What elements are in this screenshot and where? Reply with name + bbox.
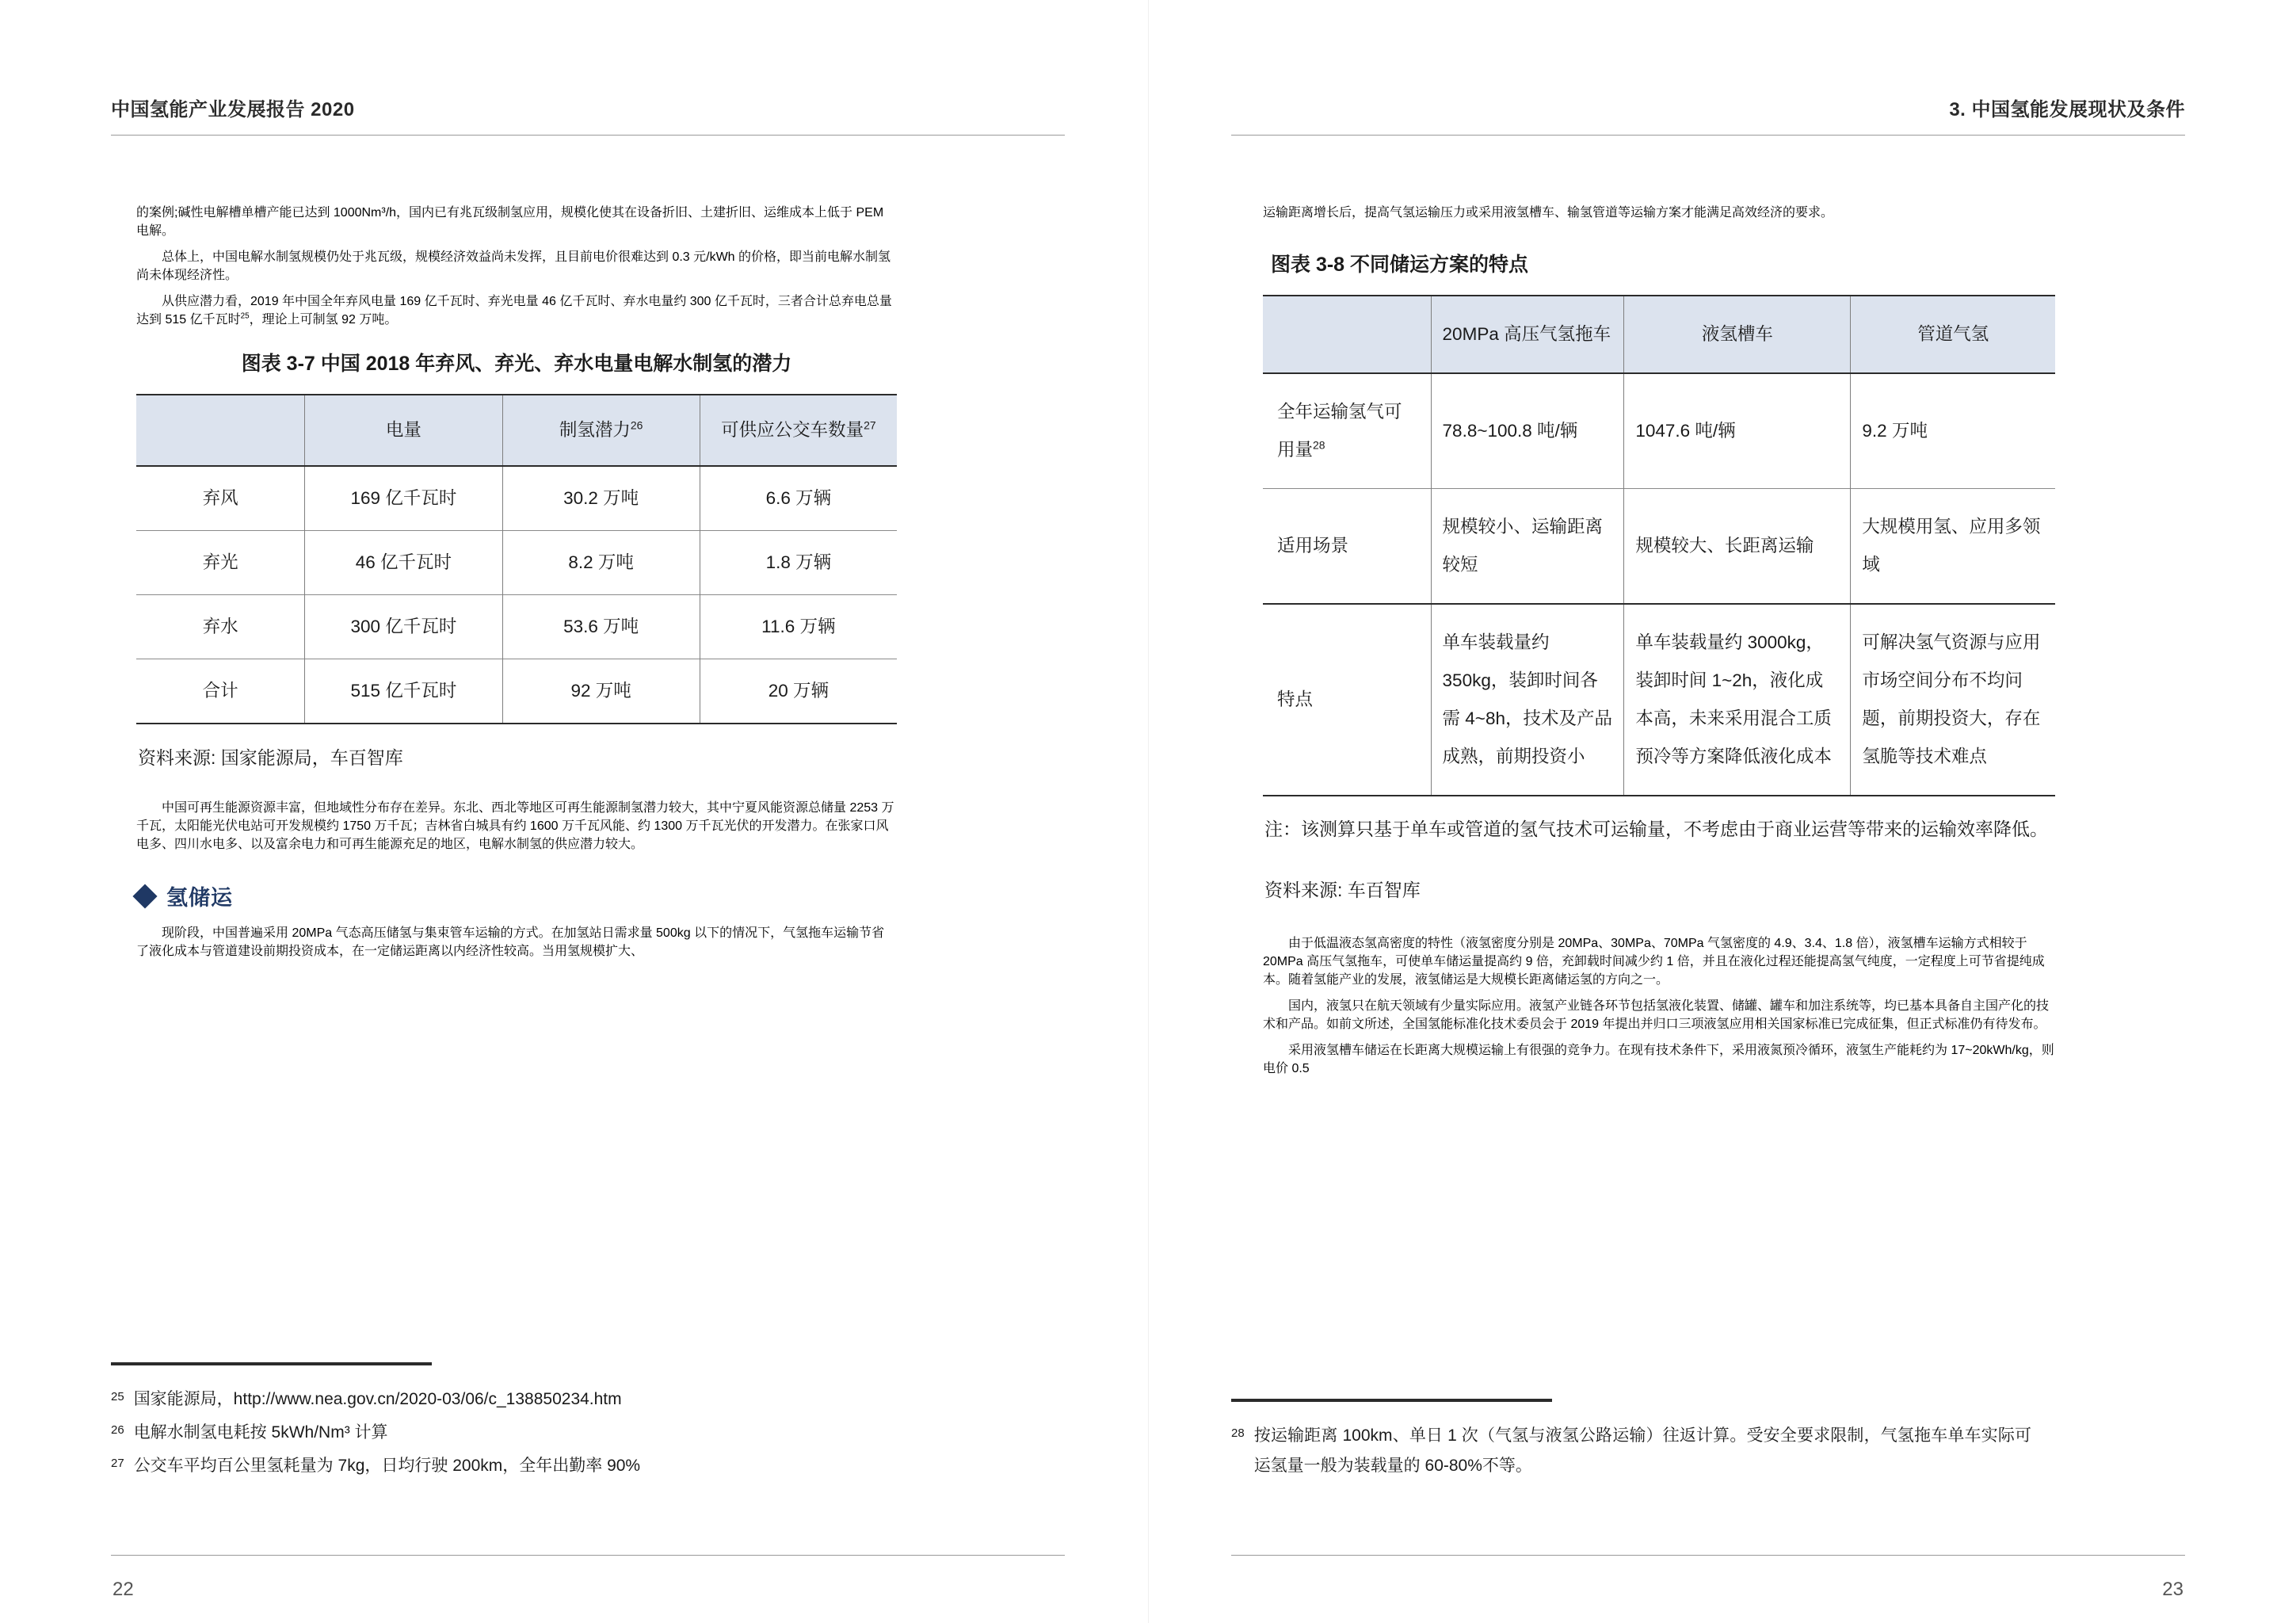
footnote-item <box>111 1418 891 1448</box>
table-3-8-col-3 <box>1851 296 2055 373</box>
table-row-label: 适用场景 <box>1263 489 1431 605</box>
table-cell: 9.2 万吨 <box>1851 373 2055 489</box>
running-head-right: 3. 中国氢能发展现状及条件 <box>1949 99 2185 120</box>
paragraph-right-2: 由于低温液态氢高密度的特性（液氢密度分别是 20MPa、30MPa、70MPa 气氢密度的 4.9、3.4、1.8 倍），液氢槽车运输方式相较于 20MPa 高压气氢拖车，可使单车储运量提高约 9 倍，充卸载时间减少约 1 倍，并且在液化过程还能提高氢气纯度，一定程度上可节省提纯成本。随着氢能产业的发展，液氢储运是大规模长距离储运氢的方向之一。 <box>1263 937 2045 987</box>
table-cell: 8.2 万吨 <box>502 531 700 595</box>
footnote-item <box>111 1384 891 1415</box>
paragraph-right-3: 国内，液氢只在航天领域有少量实际应用。液氢产业链各环节包括氢液化装置、储罐、罐车和加注系统等，均已基本具备自主国产化的技术和产品。如前文所述，全国氢能标准化技术委员会于 2019 年提出并归口三项液氢应用相关国家标准已完成征集，但正式标准仍有待发布。 <box>1263 999 2050 1031</box>
page-number-right: 23 <box>2162 1579 2183 1600</box>
table-cell: 弃水 <box>136 595 305 659</box>
table-cell: 1.8 万辆 <box>700 531 897 595</box>
table-3-8-header-row <box>1263 296 2055 373</box>
table-3-7-source: 资料来源: 国家能源局，车百智库 <box>138 747 403 768</box>
table-cell: 11.6 万辆 <box>700 595 897 659</box>
table-cell: 20 万辆 <box>700 659 897 724</box>
table-cell: 6.6 万辆 <box>700 466 897 531</box>
paragraph-left-3-a: 从供应潜力看，2019 年中国全年弃风电量 169 亿千瓦时、弃光电量 46 亿千瓦时、弃水电量约 300 亿千瓦时，三者合计总弃电总量达到 515 亿千瓦时 <box>136 295 892 327</box>
right-text-column <box>1263 202 2055 1084</box>
table-3-8-col-1-label: 20MPa 高压气氢拖车 <box>1442 324 1611 344</box>
footer-rule-right <box>1231 1555 2185 1556</box>
table-3-7-col-1 <box>305 395 502 466</box>
paragraph-left-3 <box>136 291 897 327</box>
footnote-number: 25 <box>111 1390 124 1403</box>
table-3-7-col-1-label: 电量 <box>385 420 421 440</box>
table-cell: 单车装载量约 3000kg，装卸时间 1~2h，液化成本高，未来采用混合工质预冷等方案降低液化成本 <box>1624 604 1851 796</box>
table-3-8-source: 资料来源: 车百智库 <box>1264 880 1421 900</box>
footnote-item <box>1231 1421 2031 1481</box>
paragraph-right-4: 采用液氢槽车储运在长距离大规模运输上有很强的竞争力。在现有技术条件下，采用液氮预冷循环，液氢生产能耗约为 17~20kWh/kg，则电价 0.5 <box>1263 1044 2054 1075</box>
table-cell: 46 亿千瓦时 <box>305 531 502 595</box>
table-cell: 可解决氢气资源与应用市场空间分布不均问题，前期投资大，存在氢脆等技术难点 <box>1851 604 2055 796</box>
table-cell: 弃风 <box>202 488 238 508</box>
footnote-ref-26: 26 <box>630 418 643 432</box>
paragraph-left-4: 中国可再生能源资源丰富，但地域性分布存在差异。东北、西北等地区可再生能源制氢潜力较大，其中宁夏风能资源总储量 2253 万千瓦，太阳能光伏电站可开发规模约 1750 万千瓦；吉林省白城具有约 1600 万千瓦风能、约 1300 万千瓦光伏的开发潜力。在张家口风电多、四川水电多、以及富余电力和可再生能源充足的地区，电解水制氢的供应潜力较大。 <box>136 801 894 851</box>
footnote-text: 电解水制氢电耗按 5kWh/Nm³ 计算 <box>133 1423 388 1442</box>
paragraph-left-1: 的案例;碱性电解槽单槽产能已达到 1000Nm³/h，国内已有兆瓦级制氢应用，规模化使其在设备折旧、土建折旧、运维成本上低于 PEM 电解。 <box>136 206 884 238</box>
running-head-rule-right <box>1231 135 2185 136</box>
table-3-7-col-3 <box>700 395 897 466</box>
page-right <box>1148 0 2296 1623</box>
table-cell: 规模较小、运输距离较短 <box>1431 489 1624 605</box>
footnote-item <box>111 1451 891 1481</box>
footnote-number: 26 <box>111 1423 124 1437</box>
table-row-label: 特点 <box>1263 604 1431 796</box>
table-3-8-head <box>1263 296 2055 373</box>
footnote-text: 国家能源局，http://www.nea.gov.cn/2020-03/06/c_138850234.htm <box>133 1390 622 1408</box>
table-cell: 30.2 万吨 <box>502 466 700 531</box>
table-3-8-col-1 <box>1431 296 1624 373</box>
footnote-ref-27: 27 <box>864 418 876 432</box>
paragraph-left-5: 现阶段，中国普遍采用 20MPa 气态高压储氢与集束管车运输的方式。在加氢站日需求量 500kg 以下的情况下，气氢拖车运输节省了液化成本与管道建设前期投资成本，在一定储运距离以内经济性较高。当用氢规模扩大、 <box>136 926 885 958</box>
section-heading-label: 氢储运 <box>166 886 233 910</box>
footer-rule-left <box>111 1555 1065 1556</box>
table-3-7-col-0 <box>136 395 305 466</box>
footnote-separator-rule <box>111 1362 432 1365</box>
table-cell: 78.8~100.8 吨/辆 <box>1431 373 1624 489</box>
diamond-bullet-icon <box>132 884 157 908</box>
table-cell: 弃光 <box>136 531 305 595</box>
table-cell: 92 万吨 <box>502 659 700 724</box>
table-3-7-body <box>136 466 897 724</box>
table-cell: 300 亿千瓦时 <box>305 595 502 659</box>
table-cell: 单车装载量约 350kg，装卸时间各需 4~8h，技术及产品成熟，前期投资小 <box>1431 604 1624 796</box>
table-3-7-col-3-label: 可供应公交车数量 <box>721 420 864 440</box>
table-row <box>1263 373 2055 489</box>
table-cell: 515 亿千瓦时 <box>305 659 502 724</box>
table-row <box>1263 489 2055 605</box>
table-cell: 53.6 万吨 <box>502 595 700 659</box>
table-3-8-body <box>1263 373 2055 796</box>
page-number-left: 22 <box>113 1579 134 1600</box>
table-row-label <box>1263 373 1431 489</box>
running-head-rule-left <box>111 135 1065 136</box>
table-cell: 规模较大、长距离运输 <box>1624 489 1851 605</box>
table-3-7-head <box>136 395 897 466</box>
table-cell: 大规模用氢、应用多领域 <box>1851 489 2055 605</box>
table-3-7-col-2-label: 制氢潜力 <box>559 420 631 440</box>
table-3-8-caption: 图表 3-8 不同储运方案的特点 <box>1271 254 1529 276</box>
table-3-8-col-2-label: 液氢槽车 <box>1701 324 1773 344</box>
table-row <box>136 531 897 595</box>
table-3-8 <box>1263 295 2055 796</box>
paragraph-left-3-b: ，理论上可制氢 92 万吨。 <box>249 313 398 327</box>
running-head-left: 中国氢能产业发展报告 2020 <box>111 99 355 120</box>
footnote-number: 27 <box>111 1457 124 1470</box>
table-3-7-caption: 图表 3-7 中国 2018 年弃风、弃光、弃水电量电解水制氢的潜力 <box>241 353 792 375</box>
footnote-ref-28: 28 <box>1313 438 1325 452</box>
table-3-7 <box>136 394 897 724</box>
footnote-separator-rule <box>1231 1399 1552 1402</box>
table-cell: 合计 <box>136 659 305 724</box>
paragraph-left-2: 总体上，中国电解水制氢规模仍处于兆瓦级，规模经济效益尚未发挥，且目前电价很难达到 0.3 元/kWh 的价格，即当前电解水制氢尚未体现经济性。 <box>136 250 891 282</box>
table-row <box>1263 604 2055 796</box>
table-3-7-header-row <box>136 395 897 466</box>
section-heading-hydrogen-storage <box>136 880 897 911</box>
table-3-8-note: 注：该测算只基于单车或管道的氢气技术可运输量，不考虑由于商业运营等带来的运输效率降低。 <box>1264 819 2048 839</box>
table-3-7-col-2 <box>502 395 700 466</box>
table-row-label-text: 全年运输氢气可用量 <box>1277 402 1402 460</box>
table-cell: 169 亿千瓦时 <box>305 466 502 531</box>
footnote-text: 按运输距离 100km、单日 1 次（气氢与液氢公路运输）往返计算。受安全要求限制，气氢拖车单车实际可运氢量一般为装载量的 60-80%不等。 <box>1253 1426 2031 1475</box>
paragraph-right-1: 运输距离增长后，提高气氢运输压力或采用液氢槽车、输氢管道等运输方案才能满足高效经济的要求。 <box>1263 206 1834 220</box>
footnote-ref-25: 25 <box>240 311 250 321</box>
table-cell: 1047.6 吨/辆 <box>1624 373 1851 489</box>
table-3-8-col-0 <box>1263 296 1431 373</box>
footnote-number: 28 <box>1231 1426 1245 1440</box>
table-3-8-col-3-label: 管道气氢 <box>1917 324 1989 344</box>
left-text-column <box>136 202 897 967</box>
page-gutter <box>1148 0 1149 1623</box>
footnotes-right <box>1231 1399 2031 1484</box>
footnote-text: 公交车平均百公里氢耗量为 7kg，日均行驶 200km，全年出勤率 90% <box>133 1457 641 1475</box>
table-row <box>136 595 897 659</box>
table-row <box>136 466 897 531</box>
footnotes-left <box>111 1362 891 1484</box>
table-row <box>136 659 897 724</box>
table-3-8-col-2 <box>1624 296 1851 373</box>
